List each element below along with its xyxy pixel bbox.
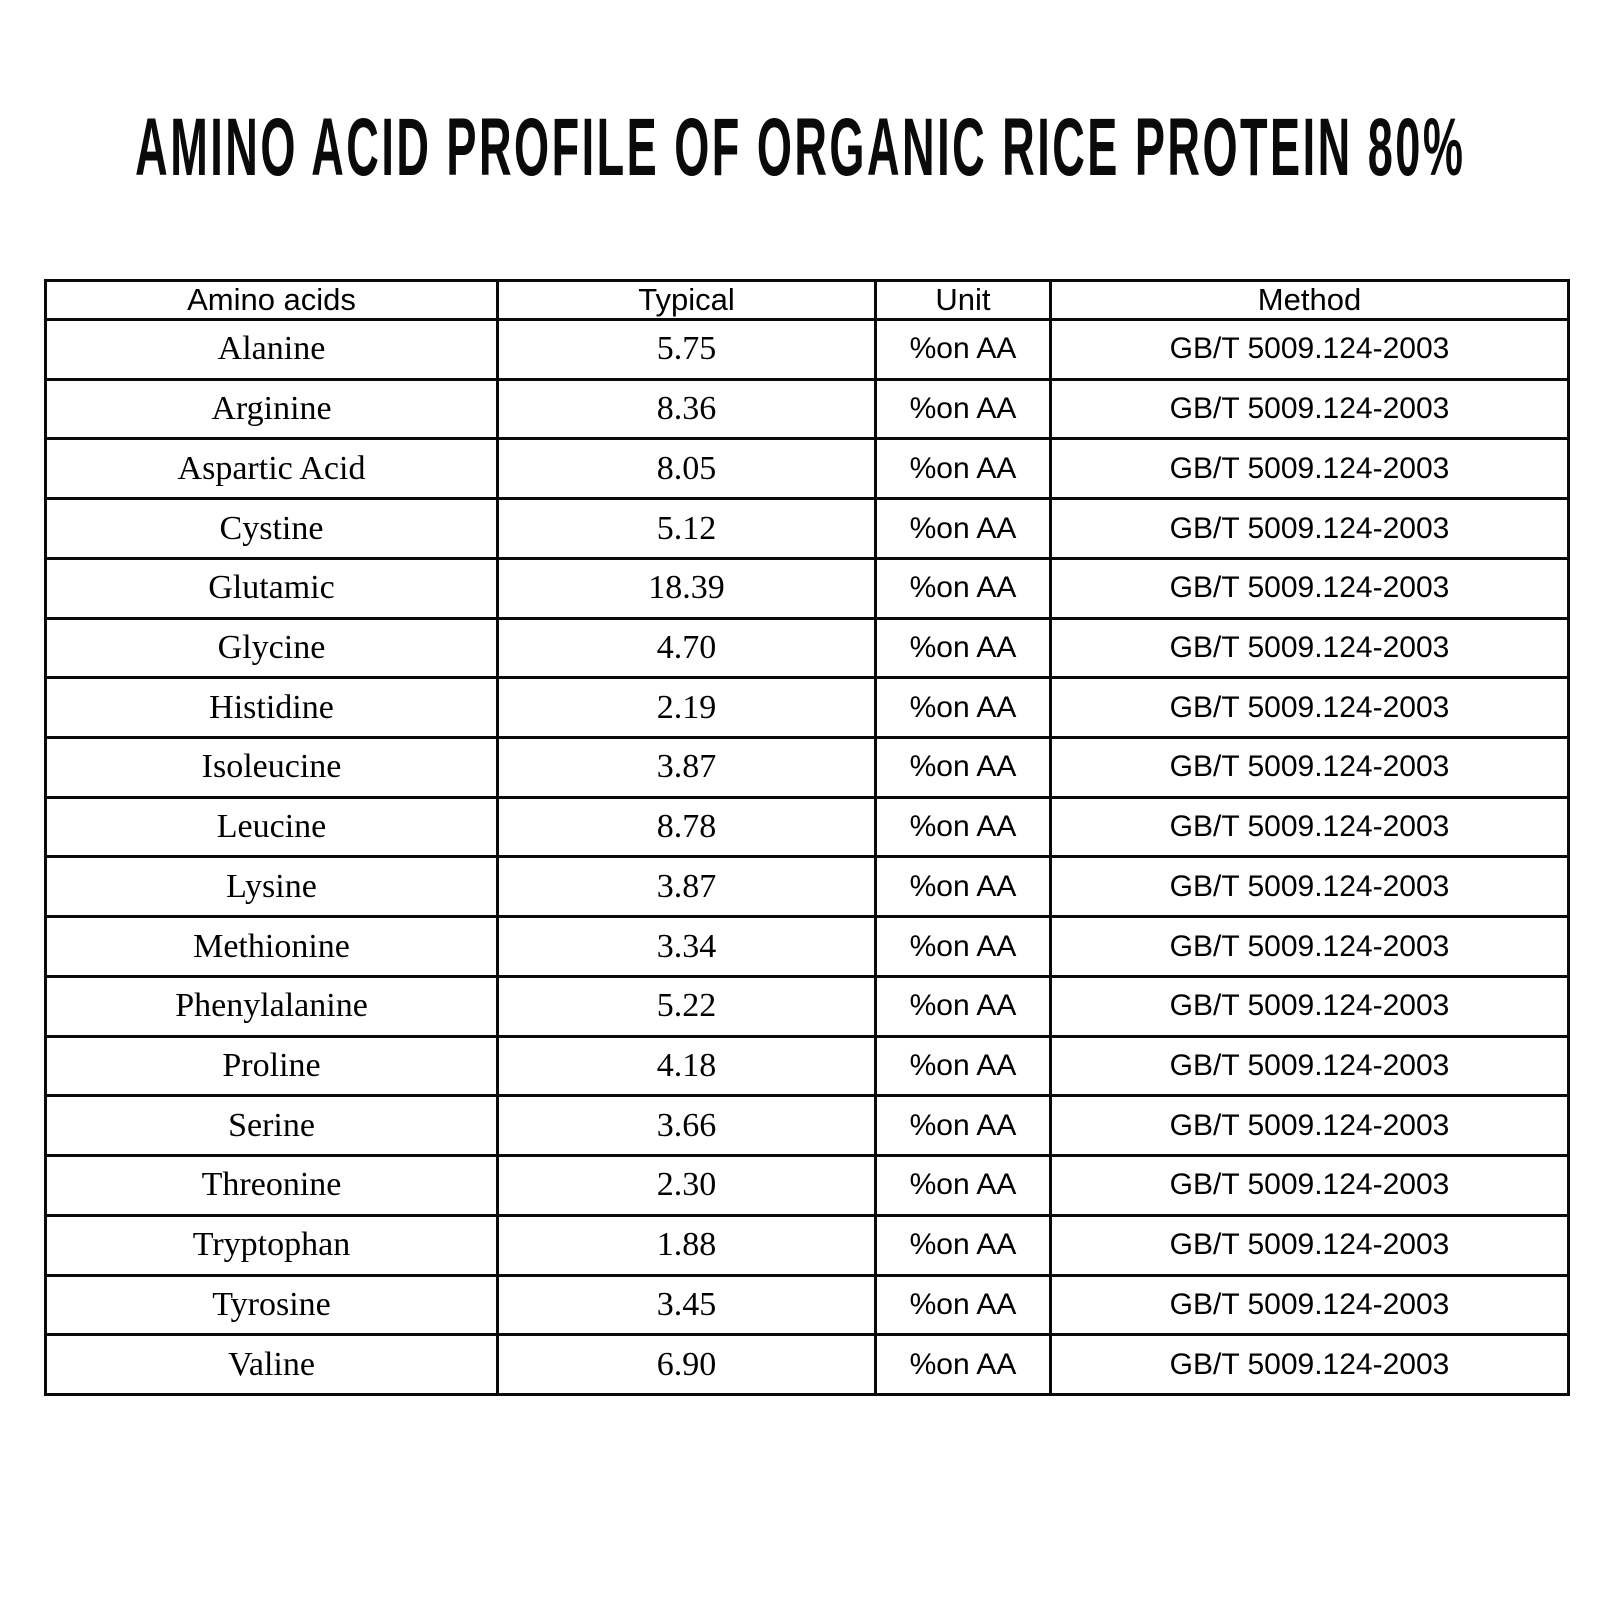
- table-body: [46, 320, 1569, 1395]
- table-row: [46, 1275, 1569, 1335]
- typical-value-cell: 8.78: [498, 797, 876, 857]
- unit-cell: %on AA: [876, 1275, 1051, 1335]
- amino-acid-name-cell: Methionine: [46, 917, 498, 977]
- table-row: [46, 1096, 1569, 1156]
- method-cell: GB/T 5009.124-2003: [1051, 738, 1569, 798]
- page-title: AMINO ACID PROFILE OF ORGANIC RICE PROTEIN 80%: [134, 102, 1466, 193]
- typical-value-cell: 4.18: [498, 1036, 876, 1096]
- typical-value-cell: 1.88: [498, 1215, 876, 1275]
- table-row: [46, 1335, 1569, 1395]
- column-header-amino-acids: Amino acids: [46, 281, 498, 320]
- amino-acid-name-cell: Leucine: [46, 797, 498, 857]
- amino-acid-name-cell: Lysine: [46, 857, 498, 917]
- typical-value-cell: 18.39: [498, 558, 876, 618]
- table-row: [46, 1156, 1569, 1216]
- method-cell: GB/T 5009.124-2003: [1051, 678, 1569, 738]
- amino-acid-name-cell: Glutamic: [46, 558, 498, 618]
- amino-acid-name-cell: Alanine: [46, 320, 498, 380]
- method-cell: GB/T 5009.124-2003: [1051, 379, 1569, 439]
- table-row: [46, 857, 1569, 917]
- method-cell: GB/T 5009.124-2003: [1051, 857, 1569, 917]
- unit-cell: %on AA: [876, 1096, 1051, 1156]
- method-cell: GB/T 5009.124-2003: [1051, 976, 1569, 1036]
- unit-cell: %on AA: [876, 499, 1051, 559]
- typical-value-cell: 3.34: [498, 917, 876, 977]
- unit-cell: %on AA: [876, 618, 1051, 678]
- unit-cell: %on AA: [876, 1335, 1051, 1395]
- amino-acid-table: [44, 279, 1570, 1396]
- typical-value-cell: 4.70: [498, 618, 876, 678]
- typical-value-cell: 8.36: [498, 379, 876, 439]
- typical-value-cell: 5.22: [498, 976, 876, 1036]
- table-row: [46, 797, 1569, 857]
- unit-cell: %on AA: [876, 678, 1051, 738]
- column-header-method: Method: [1051, 281, 1569, 320]
- amino-acid-name-cell: Glycine: [46, 618, 498, 678]
- unit-cell: %on AA: [876, 857, 1051, 917]
- unit-cell: %on AA: [876, 1156, 1051, 1216]
- table-row: [46, 499, 1569, 559]
- method-cell: GB/T 5009.124-2003: [1051, 797, 1569, 857]
- unit-cell: %on AA: [876, 917, 1051, 977]
- unit-cell: %on AA: [876, 738, 1051, 798]
- typical-value-cell: 8.05: [498, 439, 876, 499]
- column-header-typical: Typical: [498, 281, 876, 320]
- amino-acid-name-cell: Aspartic Acid: [46, 439, 498, 499]
- unit-cell: %on AA: [876, 439, 1051, 499]
- method-cell: GB/T 5009.124-2003: [1051, 558, 1569, 618]
- amino-acid-name-cell: Valine: [46, 1335, 498, 1395]
- amino-acid-name-cell: Cystine: [46, 499, 498, 559]
- typical-value-cell: 3.87: [498, 857, 876, 917]
- typical-value-cell: 2.30: [498, 1156, 876, 1216]
- table-row: [46, 678, 1569, 738]
- method-cell: GB/T 5009.124-2003: [1051, 1275, 1569, 1335]
- amino-acid-name-cell: Arginine: [46, 379, 498, 439]
- typical-value-cell: 2.19: [498, 678, 876, 738]
- table-row: [46, 738, 1569, 798]
- amino-acid-name-cell: Histidine: [46, 678, 498, 738]
- method-cell: GB/T 5009.124-2003: [1051, 1096, 1569, 1156]
- method-cell: GB/T 5009.124-2003: [1051, 499, 1569, 559]
- method-cell: GB/T 5009.124-2003: [1051, 1215, 1569, 1275]
- table-header: [46, 281, 1569, 320]
- table-row: [46, 558, 1569, 618]
- amino-acid-name-cell: Serine: [46, 1096, 498, 1156]
- method-cell: GB/T 5009.124-2003: [1051, 618, 1569, 678]
- table-row: [46, 976, 1569, 1036]
- amino-acid-name-cell: Threonine: [46, 1156, 498, 1216]
- method-cell: GB/T 5009.124-2003: [1051, 1036, 1569, 1096]
- amino-acid-name-cell: Proline: [46, 1036, 498, 1096]
- table-row: [46, 439, 1569, 499]
- unit-cell: %on AA: [876, 320, 1051, 380]
- typical-value-cell: 3.66: [498, 1096, 876, 1156]
- table-row: [46, 1215, 1569, 1275]
- amino-acid-name-cell: Isoleucine: [46, 738, 498, 798]
- amino-acid-name-cell: Tryptophan: [46, 1215, 498, 1275]
- amino-acid-name-cell: Tyrosine: [46, 1275, 498, 1335]
- table-row: [46, 320, 1569, 380]
- method-cell: GB/T 5009.124-2003: [1051, 1335, 1569, 1395]
- unit-cell: %on AA: [876, 558, 1051, 618]
- typical-value-cell: 3.87: [498, 738, 876, 798]
- column-header-unit: Unit: [876, 281, 1051, 320]
- typical-value-cell: 6.90: [498, 1335, 876, 1395]
- typical-value-cell: 3.45: [498, 1275, 876, 1335]
- table-row: [46, 1036, 1569, 1096]
- table-row: [46, 379, 1569, 439]
- unit-cell: %on AA: [876, 1036, 1051, 1096]
- unit-cell: %on AA: [876, 797, 1051, 857]
- unit-cell: %on AA: [876, 1215, 1051, 1275]
- title-bar: [0, 98, 1600, 198]
- method-cell: GB/T 5009.124-2003: [1051, 1156, 1569, 1216]
- method-cell: GB/T 5009.124-2003: [1051, 439, 1569, 499]
- typical-value-cell: 5.12: [498, 499, 876, 559]
- method-cell: GB/T 5009.124-2003: [1051, 320, 1569, 380]
- table-header-row: [46, 281, 1569, 320]
- typical-value-cell: 5.75: [498, 320, 876, 380]
- unit-cell: %on AA: [876, 379, 1051, 439]
- unit-cell: %on AA: [876, 976, 1051, 1036]
- table-row: [46, 917, 1569, 977]
- amino-acid-name-cell: Phenylalanine: [46, 976, 498, 1036]
- method-cell: GB/T 5009.124-2003: [1051, 917, 1569, 977]
- table-row: [46, 618, 1569, 678]
